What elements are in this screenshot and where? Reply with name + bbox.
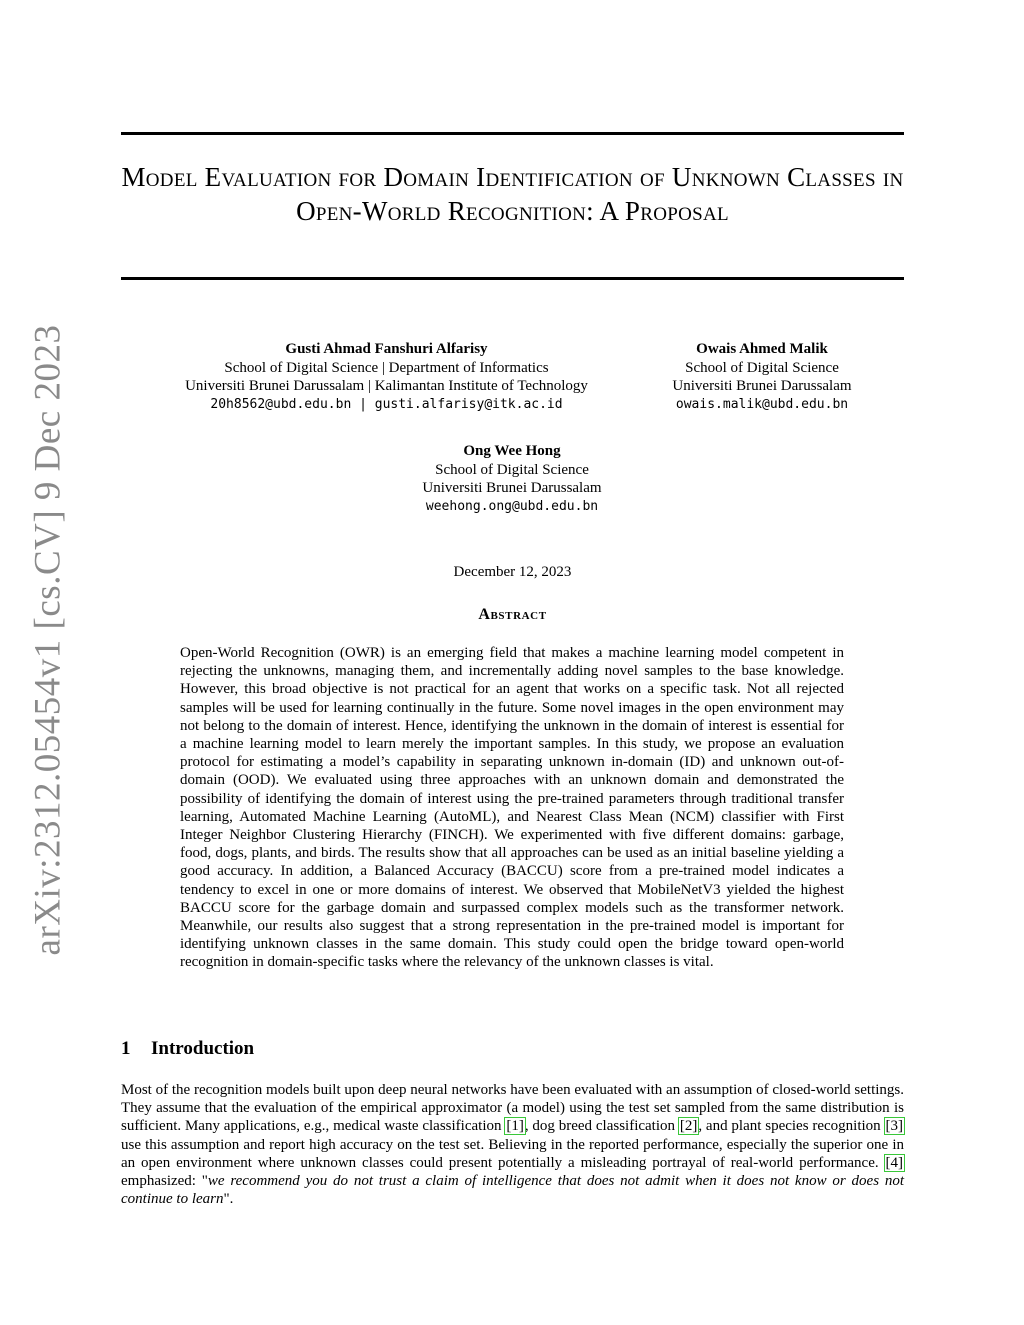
- citation-link[interactable]: [2]: [679, 1118, 698, 1135]
- author-name: Owais Ahmed Malik: [696, 341, 828, 357]
- abstract-text: Open-World Recognition (OWR) is an emerging field that makes a machine learning model competent in rejecting the unknowns, managing them, and incrementally adding novel samples to the base knowledge. However, this broad objective is not practical for an agent that works on a specific task. Not all rejected samples will be used for learning continually in the future. Some novel images in the open environment may not belong to the domain of interest. Hence, identifying the unknown in the domain of interest is essential for a machine learning model to learn merely the important samples. In this study, we propose an evaluation protocol for estimating a model’s capability in separating unknown in-domain (ID) and unknown out-of-domain (OOD). We evaluated using three approaches with an unknown domain and demonstrated the possibility of identifying the domain of interest using the pre-trained parameters through traditional transfer learning, Automated Machine Learning (AutoML), and Nearest Class Mean (NCM) classifier with First Integer Neighbor Clustering Hierarchy (FINCH). We experimented with five different domains: garbage, food, dogs, plants, and birds. The results show that all approaches can be used as an initial baseline yielding a good accuracy. In addition, a Balanced Accuracy (BACCU) score from a pre-trained model indicates a tendency to excel in one or more domains of interest. We observed that MobileNetV3 yielded the highest BACCU score for the garbage domain and surpassed complex models such as the transformer network. Meanwhile, our results also suggest that a strong representation in the pre-trained model is important for identifying unknown classes in the same domain. This study could open the bridge toward open-world recognition in domain-specific tasks where the relevancy of the unknown classes is vital.: [180, 645, 844, 971]
- intro-text: use this assumption and report high accuracy on the test set. Believing in the reported performance, especially the superior one in an open environment where unknown classes could present potentially a misleading portrayal of real-world performance.: [121, 1136, 904, 1171]
- author-block-2: [648, 340, 876, 414]
- author-affiliation: Universiti Brunei Darussalam: [672, 378, 852, 394]
- citation-link[interactable]: [1]: [506, 1118, 524, 1135]
- author-email[interactable]: weehong.ong@ubd.edu.bn: [425, 498, 599, 514]
- paper-title: Model Evaluation for Domain Identification of Unknown Classes in Open-World Recognition: A Proposal: [121, 162, 904, 226]
- author-affiliation: School of Digital Science: [435, 461, 589, 478]
- author-affiliation: Universiti Brunei Darussalam | Kalimantan Institute of Technology: [185, 378, 588, 394]
- citation-link[interactable]: [4]: [885, 1154, 903, 1171]
- author-block-1: [160, 340, 613, 414]
- author-block-3: [362, 442, 662, 516]
- author-name: Gusti Ahmad Fanshuri Alfarisy: [285, 341, 488, 357]
- author-affiliation: School of Digital Science | Department of Informatics: [224, 359, 549, 376]
- section-heading-introduction: [121, 1038, 254, 1060]
- paper-date: December 12, 2023: [453, 564, 572, 580]
- author-name: Ong Wee Hong: [463, 443, 561, 459]
- title-bottom-rule: [121, 277, 904, 280]
- author-affiliation: Universiti Brunei Darussalam: [422, 480, 602, 496]
- author-email[interactable]: 20h8562@ubd.edu.bn | gusti.alfarisy@itk.ac.id: [210, 396, 563, 412]
- author-email[interactable]: owais.malik@ubd.edu.bn: [675, 396, 849, 412]
- intro-quote: we recommend you do not trust a claim of intelligence that does not admit when it does not know or does not continue to learn: [121, 1173, 904, 1208]
- introduction-paragraph: [121, 1081, 904, 1208]
- intro-text: , and plant species recognition: [698, 1118, 885, 1135]
- intro-text: ".: [223, 1191, 234, 1208]
- author-affiliation: School of Digital Science: [685, 359, 839, 376]
- arxiv-side-stamp: arXiv:2312.05454v1 [cs.CV] 9 Dec 2023: [27, 324, 69, 956]
- abstract-heading: Abstract: [478, 606, 547, 623]
- intro-text: , dog breed classification: [524, 1118, 679, 1135]
- title-top-rule: [121, 132, 904, 135]
- intro-text: emphasized: ": [121, 1173, 208, 1190]
- section-title: Introduction: [151, 1038, 255, 1059]
- citation-link[interactable]: [3]: [885, 1118, 904, 1135]
- intro-text: Most of the recognition models built upon deep neural networks have been evaluated with an assumption of closed-world settings. They assume that the evaluation of the empirical approximator (a model) using the test set sampled from the same distribution is sufficient. Many applications, e.g., medical waste classification: [121, 1082, 904, 1135]
- section-number: 1: [121, 1038, 131, 1059]
